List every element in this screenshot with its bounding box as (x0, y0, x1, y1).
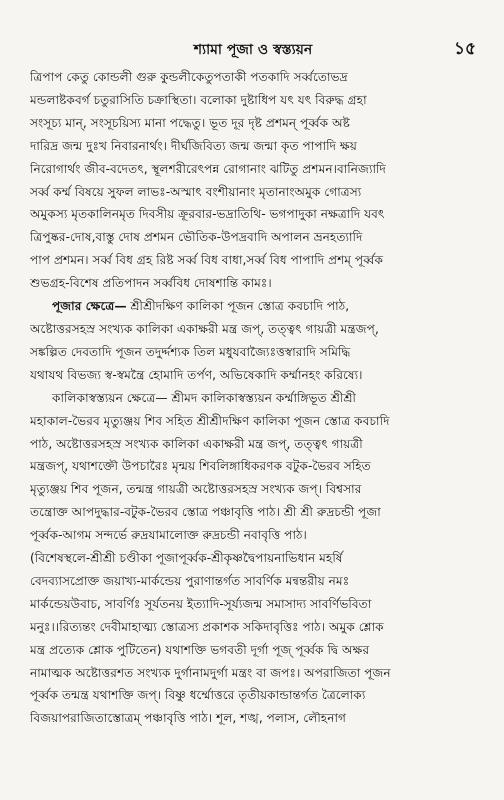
text-line: নামাত্মক অষ্টোত্তরশত সংখ্যক দুর্গানামদুর্গা মন্ত্রং বা জপঃ। অপরাজিতা পূজন (30, 665, 391, 680)
paragraph-invocation (30, 66, 482, 295)
text-line: পাপ প্রশমন। সর্ব্ব বিধ গ্রহ রিষ্ট সর্ব্ব বিধ বাধা,সর্ব্ব বিধ পাপাদি প্রশম্ পূর্ব্বক (30, 253, 384, 268)
text-line: নিরোগার্থং জীব-বদেতৎ, স্থূলশরীরেৎপন্ন রোগানাং ঝটিতু প্রশমন।বানিজ্যাদি (30, 161, 386, 176)
text-line: মন্ত্রজপ্, যথাশক্তৌ উপচারৈঃ মৃন্ময় শিবলিঙ্গাধিকরণক বটুক-ভৈরব সহিত (30, 459, 371, 474)
text-line: অষ্টোত্তরসহস্র সংখ্যক কালিকা একাক্ষরী মন্ত্র জপ্, তত্ত্বৎ গায়ত্রী মন্ত্রজপ্, (30, 321, 379, 336)
running-header (30, 38, 476, 60)
paragraph-puja (30, 295, 482, 387)
text-line: সর্ব্ব কর্ম্ম বিষয়ে সুফল লাভঃ-অস্মাৎ বংশীয়ানাং মৃতানাংঅমুক গোত্রস্য (30, 184, 362, 199)
chapter-title: শ্যামা পূজা ও স্বস্ত্যয়ন (193, 42, 313, 58)
body-text (30, 66, 482, 730)
text-line: মহাকাল-ভৈরব মৃত্যুঞ্জয় শিব সহিত শ্রীশ্রীদক্ষিণ কালিকা পূজন স্তোত্র কবচাদি (30, 413, 390, 428)
text-line: ত্রিপুষ্কর-দোষ,বাস্তু দোষ প্রশমন ভৌতিক-উপদ্রবাদি অপালন ভ্রনহত্যাদি (30, 230, 363, 245)
text-line: যথাযথ বিভজ্য স্ব-স্বমন্ত্রৈ হোমাদি তর্পণ, অভিষেকাদি কর্ম্মানহং করিষ্যে। (30, 367, 363, 382)
text-line (30, 387, 482, 410)
text-line: বেদব্যাসপ্রোক্ত জয়াখ্য-মার্কন্ডেয় পুরাণান্তর্গত সাবর্ণিক মন্বন্তরীয় নমঃ (30, 573, 350, 588)
text-line: সংসূচ্য মান্, সংসূচয়িস্য মানা পদ্ধেতু। ভূত দূর দৃষ্ট প্রশমন্ পূর্ব্বক অষ্ট (30, 115, 350, 130)
text-line: মন্ত্র প্রত্যেক শ্লোক পুটিতেন) যথাশক্তি ভগবতী দূর্গা পূজ্ পূর্ব্বক দ্বি অক্ষর (30, 642, 370, 657)
text-line: পাঠ, অষ্টোত্তরসহস্র সংখ্যক কালিকা একাক্ষরী মন্ত্র জপ্, তত্ত্বৎ গায়ত্রী (30, 436, 363, 451)
text-line: মনুঃ।।রিত্যন্তং দেবীমাহাত্ম্য স্তোত্রস্য প্রকাশক সকিদাবৃত্তিঃ পাঠ। অমুক শ্লোক (30, 619, 384, 634)
text-line: মন্ডলাষ্টকবর্গ চতুরাসিতি চক্রাস্থিতা। বলোকা দুষ্টাধিপ যৎ যৎ বিরুদ্ধ গ্রহা (30, 92, 367, 107)
page-number: ১৫ (453, 39, 476, 59)
text-line (30, 295, 482, 318)
text-line: মৃত্যুঞ্জয় শিব পূজন, তন্মন্ত্র গায়ত্রী অষ্টোত্তরসহস্র সংখ্যক জপ্। বিশ্বসার (30, 482, 362, 497)
text-line: অমুকস্য মৃতকালিনমৃত দিবসীয় ক্রূরবার-ভদ্রাতিথি- ভগপাদুকা নক্ষত্রাদি যবৎ (30, 207, 385, 222)
text-line: বিজয়াপরাজিতাস্তোত্রম্ পঞ্চাবৃত্তি পাঠ। শূল, শঙ্খ, পলাস, লৌহনাগ (30, 711, 347, 726)
text-line: সঙ্কল্পিত দেবতাদি পূজন তদুর্দ্দশ্যক তিল মধুযবাজ্যৈঃত্তস্বারাদি সমিদ্ধি (30, 344, 351, 359)
section-lead-swastyayan: কালিকাস্বস্ত্যয়ন ক্ষেত্রে— (52, 390, 168, 405)
text-line: দারিদ্র জন্ম দুঃখ নিবারনার্থং। দীর্ঘজিবিত্য জন্ম জন্মা কৃত পাপাদি ক্ষয় (30, 138, 357, 153)
text-fragment: শ্রীশ্রীদক্ষিণ কালিকা পূজন স্তোত্র কবচাদি পাঠ, (126, 299, 350, 314)
text-fragment: শ্রীমদ কালিকাস্বস্ত্যয়ন কর্ম্মাঙ্গিভূত শ্রীশ্রী (167, 390, 357, 405)
text-line: মার্কন্ডেয়উবাচ, সাবর্ণিঃ সূর্যতনয় ইত্যাদি-সূর্য্যজন্ম সমাসাদ্য সাবর্ণিভবিতা (30, 596, 372, 611)
section-lead-puja: পূজার ক্ষেত্রে— (52, 299, 127, 314)
text-line: পূর্ব্বক-আগম সন্দর্ভে রুদ্রযামালোক্ত রুদ্রচন্ডী নবাবৃত্তি পাঠ। (30, 528, 307, 543)
text-line: শুভগ্রহ-বিশেষ প্রতিপাদন সর্ব্ববিধ দোষশান্তি কামঃ। (30, 276, 272, 291)
text-line: পূর্ব্বক তন্মন্ত্র যথাশক্তি জপ্। বিষ্ণু ধর্ম্মোত্তরে তৃতীয়কান্ডান্তর্গত ত্রৈলোক্য (30, 688, 366, 703)
text-line: তন্ত্রোক্ত আপদুদ্ধার-বটুক-ভৈরব স্তোত্র পঞ্চাবৃত্তি পাঠ। শ্রী শ্রী রুদ্রচন্ডী পূজা (30, 505, 381, 520)
paragraph-swastyayan (30, 387, 482, 731)
text-line: ত্রিপাপ কেতু কোন্ডলী গুরু কুন্ডলীকেতুপতাকী পতকাদি সর্ব্বতোভদ্র (30, 70, 348, 84)
text-line: (বিশেষস্থলে-শ্রীশ্রী চণ্ডীকা পূজাপূর্ব্বক-শ্রীকৃষ্ণদ্বৈপায়নাভিধান মহর্ষি (30, 551, 343, 566)
